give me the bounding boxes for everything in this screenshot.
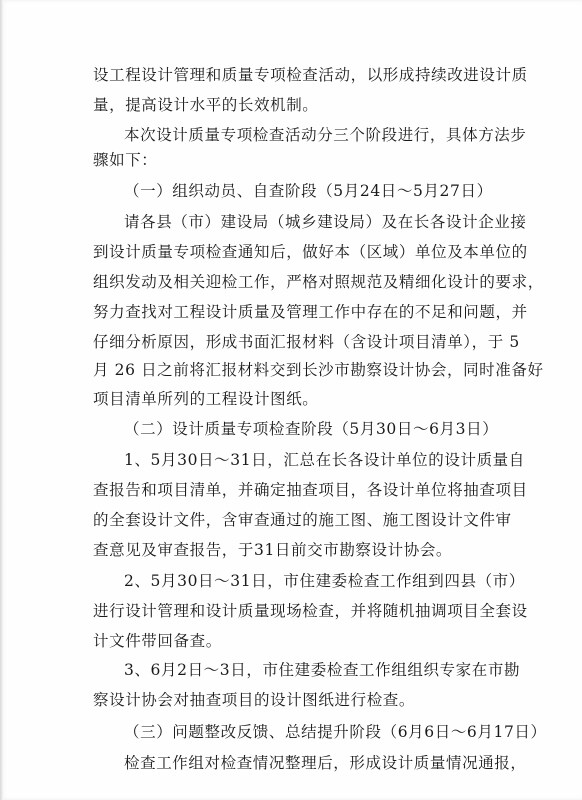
- section-heading: （三）问题整改反馈、总结提升阶段（6月6日～6月17日）: [124, 723, 547, 741]
- section-heading: （二）设计质量专项检查阶段（5月30日～6月3日）: [124, 420, 499, 438]
- text-line: 3、6月2日～3日，市住建委检查工作组组织专家在市勘: [124, 661, 521, 679]
- text-line: 查意见及审查报告，于31日前交市勘察设计协会。: [93, 541, 453, 559]
- text-line: 的全套设计文件，含审查通过的施工图、施工图设计文件审: [93, 511, 512, 529]
- text-line: 进行设计管理和设计质量现场检查，并将随机抽调项目全套设: [93, 602, 528, 620]
- text-line: 骤如下：: [93, 151, 158, 169]
- text-line: 组织发动及相关迎检工作，严格对照规范及精细化设计的要求，: [93, 273, 544, 291]
- text-line: 检查工作组对检查情况整理后，形成设计质量情况通报，: [124, 754, 527, 772]
- page-edge-shadow: [0, 0, 4, 800]
- text-line: 1、5月30日～31日，汇总在长各设计单位的设计质量自: [124, 451, 525, 469]
- text-line: 项目清单所列的工程设计图纸。: [93, 390, 319, 408]
- text-line: 计文件带回备查。: [93, 632, 222, 650]
- text-line: 本次设计质量专项检查活动分三个阶段进行，具体方法步: [124, 126, 527, 144]
- text-line: 查报告和项目清单，并确定抽查项目，各设计单位将抽查项目: [93, 481, 528, 499]
- text-line: 请各县（市）建设局（城乡建设局）及在长各设计企业接: [124, 213, 527, 231]
- text-line: 设工程设计管理和质量专项检查活动，以形成持续改进设计质: [93, 66, 528, 84]
- section-heading: （一）组织动员、自查阶段（5月24日～5月27日）: [124, 182, 493, 200]
- text-line: 量，提高设计水平的长效机制。: [93, 96, 319, 114]
- text-line: 2、5月30日～31日，市住建委检查工作组到四县（市）: [124, 572, 525, 590]
- text-line: 仔细分析原因，形成书面汇报材料（含设计项目清单），于 5: [93, 333, 520, 351]
- text-line: 月 26 日之前将汇报材料交到长沙市勘察设计协会，同时准备好: [93, 361, 544, 379]
- text-line: 到设计质量专项检查通知后，做好本（区域）单位及本单位的: [93, 243, 528, 261]
- text-line: 察设计协会对抽查项目的设计图纸进行检查。: [93, 691, 416, 709]
- text-line: 努力查找对工程设计质量及管理工作中存在的不足和问题，并: [93, 303, 528, 321]
